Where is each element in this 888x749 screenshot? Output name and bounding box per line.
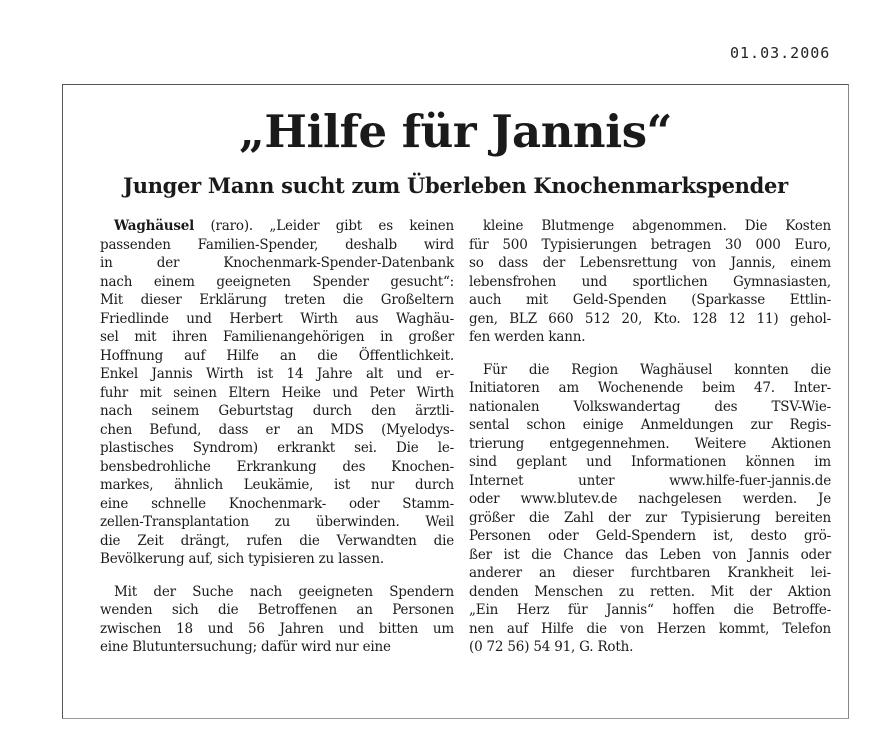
article-line: die Zeit drängt, rufen die Verwandten die bbox=[100, 532, 454, 549]
article-line: auch mit Geld-Spenden (Sparkasse Ettlin- bbox=[469, 292, 831, 308]
date-stamp: 01.03.2006 bbox=[730, 44, 831, 62]
article-line: eine Blutuntersuchung; dafür wird nur eine bbox=[100, 639, 391, 655]
subheadline: Junger Mann sucht zum Überleben Knochenmarkspender bbox=[123, 173, 788, 198]
article-line: nationalen Volkswandertag des TSV-Wie- bbox=[469, 398, 831, 415]
article-line: Mit dieser Erklärung treten die Großeltern bbox=[100, 292, 454, 308]
article-line: Mit der Suche nach geeigneten Spendern bbox=[114, 583, 454, 600]
article-line: sel mit ihren Familienangehörigen in großer bbox=[100, 329, 454, 345]
article-line: sental schon einige Anmeldungen zur Regis- bbox=[469, 417, 831, 433]
article-line: Für die Region Waghäusel konnten die bbox=[483, 361, 831, 378]
article-line: Waghäusel (raro). „Leider gibt es keinen bbox=[114, 218, 454, 234]
article-column-left bbox=[100, 217, 454, 657]
article-line: Internet unter www.hilfe-fuer-jannis.de bbox=[469, 472, 831, 489]
article-column-right bbox=[469, 217, 831, 657]
article-line: nach seinem Geburtstag durch den ärztli- bbox=[100, 403, 454, 419]
article-line: zellen-Transplantation zu überwinden. Weil bbox=[100, 514, 454, 530]
dateline-place: Waghäusel bbox=[114, 218, 195, 234]
article-line: Hoffnung auf Hilfe an die Öffentlichkeit. bbox=[100, 347, 454, 364]
article-line: Personen oder Geld-Spendern ist, desto grö- bbox=[469, 528, 831, 544]
article-line: oder www.blutev.de nachgelesen werden. Je bbox=[469, 491, 831, 507]
article-line: für 500 Typisierungen betragen 30 000 Euro, bbox=[469, 236, 831, 253]
article-line: „Ein Herz für Jannis“ hoffen die Betroffe- bbox=[469, 602, 831, 618]
article-line: Initiatoren am Wochenende beim 47. Inter- bbox=[469, 380, 831, 396]
article-line: kleine Blutmenge abgenommen. Die Kosten bbox=[483, 218, 831, 234]
article-line: plastisches Syndrom) erkrankt sei. Die le- bbox=[100, 440, 454, 456]
article-line: markes, ähnlich Leukämie, ist nur durch bbox=[100, 477, 454, 493]
article-line: Bevölkerung auf, sich typisieren zu lassen. bbox=[100, 551, 384, 567]
article-line: eine schnelle Knochenmark- oder Stamm- bbox=[100, 495, 454, 512]
article-line: gen, BLZ 660 512 20, Kto. 128 12 11) gehol- bbox=[469, 310, 831, 327]
article-line: (0 72 56) 54 91, G. Roth. bbox=[469, 639, 634, 655]
article-line: nach einem geeigneten Spender gesucht“: bbox=[100, 273, 454, 290]
article-line: wenden sich die Betroffenen an Personen bbox=[100, 602, 454, 618]
article-line: passenden Familien-Spender, deshalb wird bbox=[100, 236, 454, 253]
article-line: nen auf Hilfe die von Herzen kommt, Telefon bbox=[469, 620, 831, 637]
article-line: trierung entgegennehmen. Weitere Aktionen bbox=[469, 435, 831, 452]
article-line: Enkel Jannis Wirth ist 14 Jahre alt und er- bbox=[100, 366, 454, 382]
article-line: ßer ist die Chance das Leben von Jannis oder bbox=[469, 546, 831, 563]
article-line: bensbedrohliche Erkrankung des Knochen- bbox=[100, 458, 454, 475]
article-line: sind geplant und Informationen können im bbox=[469, 454, 831, 470]
article-line: fen werden kann. bbox=[469, 329, 586, 345]
article-line: denden Menschen zu retten. Mit der Aktion bbox=[469, 583, 831, 600]
article-line: anderer an dieser furchtbaren Krankheit lei- bbox=[469, 565, 831, 581]
article-line: fuhr mit seinen Eltern Heike und Peter Wirth bbox=[100, 384, 454, 401]
article-line: Friedlinde und Herbert Wirth aus Waghäu- bbox=[100, 310, 454, 327]
article-line: so dass der Lebensrettung von Jannis, einem bbox=[469, 255, 831, 271]
paragraph-gap bbox=[100, 569, 454, 583]
headline: „Hilfe für Jannis“ bbox=[239, 105, 672, 158]
article-line: lebensfrohen und sportlichen Gymnasiasten, bbox=[469, 273, 831, 290]
article-line: größer die Zahl der zur Typisierung bereiten bbox=[469, 509, 831, 526]
article-line: zwischen 18 und 56 Jahren und bitten um bbox=[100, 620, 454, 637]
newspaper-clipping bbox=[62, 84, 849, 719]
article-line: chen Befund, dass er an MDS (Myelodys- bbox=[100, 421, 454, 438]
paragraph-gap bbox=[469, 347, 831, 361]
article-line: in der Knochenmark-Spender-Datenbank bbox=[100, 255, 454, 271]
